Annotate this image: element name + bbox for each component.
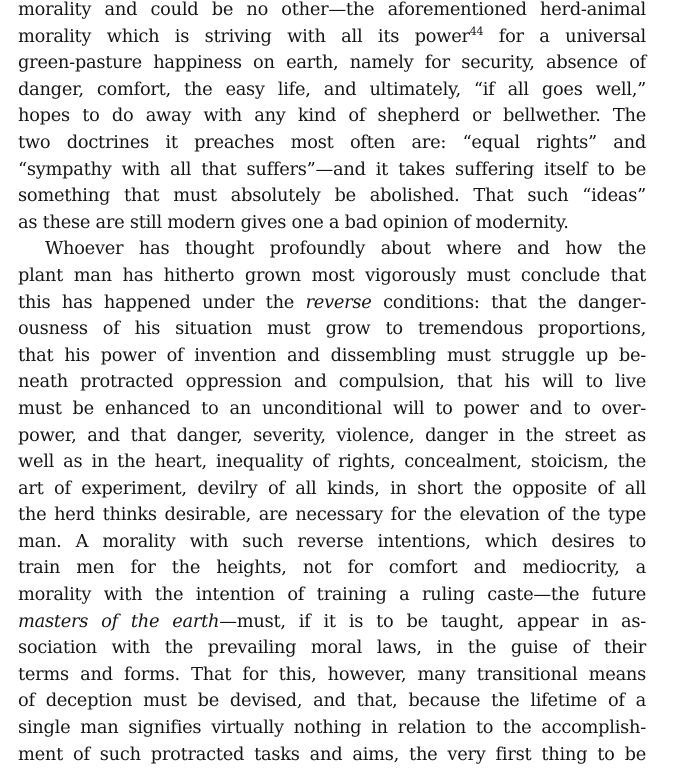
- text-run: art of experiment, devilry of all kinds, in short the opposite of all: [18, 477, 646, 499]
- text-run: plant man has hitherto grown most vigorously must conclude that: [18, 264, 646, 286]
- text-line: [18, 688, 646, 715]
- text-run: hopes to do away with any kind of shepherd or bellwether. The: [18, 105, 646, 127]
- text-run: ousness of his situation must grow to tremendous proportions,: [18, 318, 646, 340]
- text-line: [18, 742, 646, 768]
- text-run: morality and could be no other—the aforementioned herd-animal: [18, 0, 646, 20]
- text-run: man. A morality with such reverse intentions, which desires to: [18, 530, 646, 552]
- text-run: well as in the heart, inequality of rights, concealment, stoicism, the: [18, 451, 646, 473]
- text-line: [18, 449, 646, 476]
- text-line: [18, 183, 646, 210]
- paragraph: [18, 236, 646, 768]
- text-run: must be enhanced to an unconditional will to power and to over-: [18, 397, 646, 419]
- text-run: two doctrines it preaches most often are: “equal rights” and: [18, 131, 646, 153]
- text-run: terms and forms. That for this, however, many transitional means: [18, 663, 646, 685]
- text-line: [18, 343, 646, 370]
- text-line: [18, 130, 646, 157]
- text-line: [18, 103, 646, 130]
- text-run: that his power of invention and dissembling must struggle up be-: [18, 344, 646, 366]
- text-line: [18, 635, 646, 662]
- text-line: [18, 662, 646, 689]
- text-line: [18, 290, 646, 317]
- text-line: [18, 157, 646, 184]
- text-run: danger, comfort, the easy life, and ultimately, “if all goes well,”: [18, 78, 646, 100]
- text-line: [18, 263, 646, 290]
- text-run: as these are still modern gives one a bad opinion of modernity.: [18, 211, 569, 233]
- text-run: sociation with the prevailing moral laws, in the guise of their: [18, 637, 646, 659]
- text-run: this has happened under the: [18, 291, 306, 313]
- text-line: [18, 316, 646, 343]
- text-line: [18, 77, 646, 104]
- text-run: the herd thinks desirable, are necessary for the elevation of the type: [18, 504, 646, 526]
- text-run: —must, if it is to be taught, appear in as-: [219, 610, 647, 632]
- text-line: [18, 396, 646, 423]
- text-run: of deception must be devised, and that, because the lifetime of a: [18, 690, 646, 712]
- text-line: [18, 609, 646, 636]
- italic-text: masters of the earth: [18, 610, 220, 632]
- text-line: [18, 236, 646, 263]
- text-line: [18, 50, 646, 77]
- document-page: [18, 0, 646, 768]
- text-line: [18, 529, 646, 556]
- text-run: neath protracted oppression and compulsion, that his will to live: [18, 371, 646, 393]
- text-run: green-pasture happiness on earth, namely for security, absence of: [18, 52, 646, 74]
- text-line: [18, 502, 646, 529]
- text-run: train men for the heights, not for comfort and mediocrity, a: [18, 557, 646, 579]
- text-run: morality with the intention of training a ruling caste—the future: [18, 584, 646, 606]
- text-run: power, and that danger, severity, violence, danger in the street as: [18, 424, 646, 446]
- paragraph: [18, 0, 646, 236]
- text-run: single man signifies virtually nothing in relation to the accomplish-: [18, 717, 646, 739]
- text-run: “sympathy with all that suffers”—and it takes suffering itself to be: [18, 158, 646, 180]
- text-line: [18, 423, 646, 450]
- text-run: conditions: that the danger-: [371, 291, 646, 313]
- text-run: Whoever has thought profoundly about where and how the: [45, 238, 646, 260]
- text-line: [18, 0, 646, 24]
- text-line: [18, 555, 646, 582]
- text-run: something that must absolutely be abolished. That such “ideas”: [18, 185, 646, 207]
- text-line: [18, 210, 646, 237]
- text-run: morality which is striving with all its power: [18, 25, 470, 47]
- text-line: [18, 369, 646, 396]
- text-line: [18, 582, 646, 609]
- italic-text: reverse: [305, 291, 372, 313]
- footnote-reference: 44: [469, 24, 484, 38]
- text-line: [18, 476, 646, 503]
- text-line: [18, 715, 646, 742]
- text-line: [18, 24, 646, 51]
- text-run: for a universal: [483, 25, 646, 47]
- text-run: ment of such protracted tasks and aims, the very first thing to be: [18, 743, 646, 765]
